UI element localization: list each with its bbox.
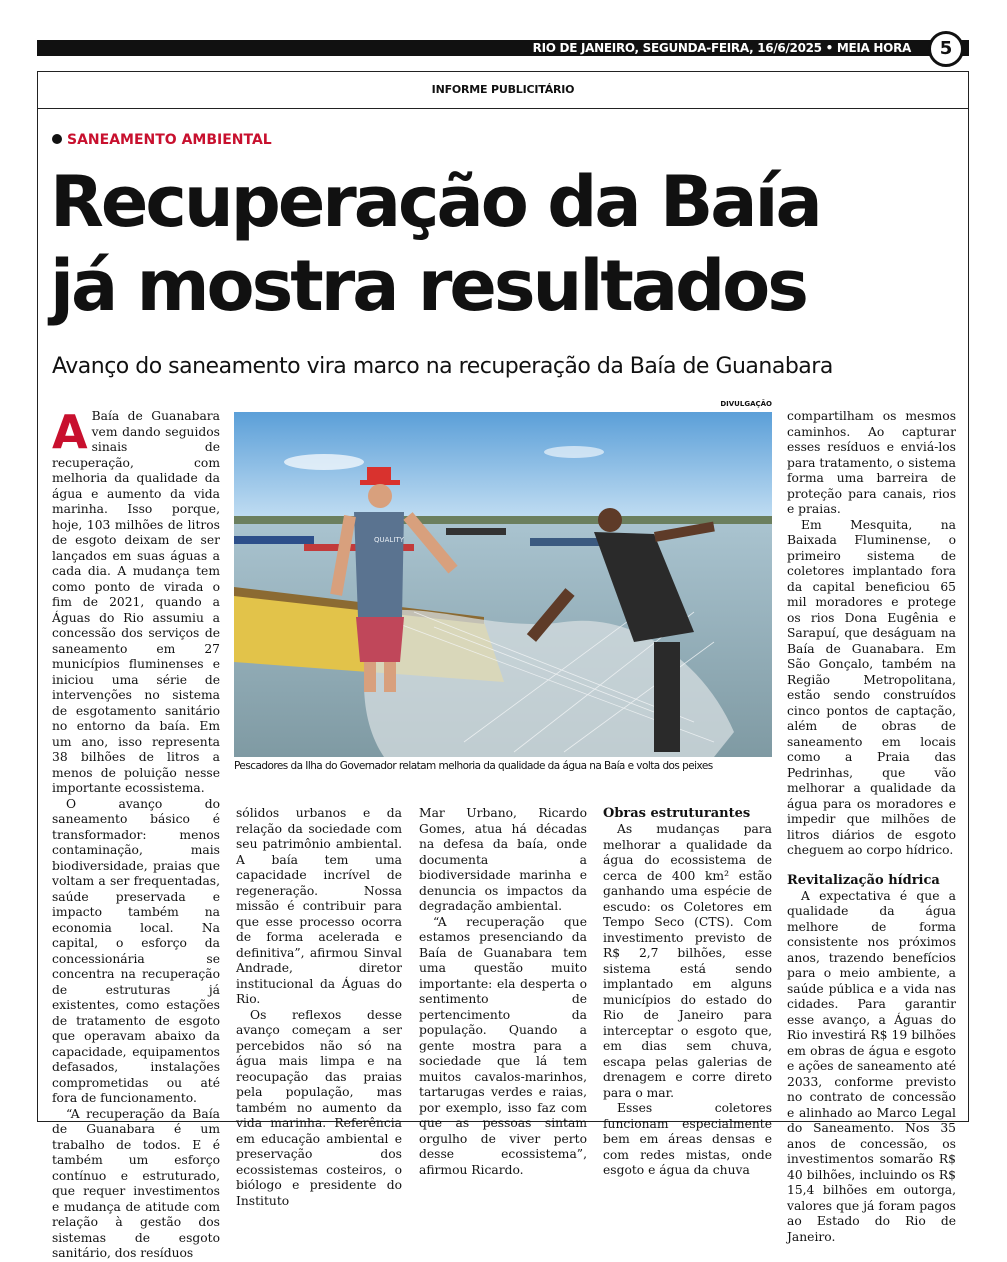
subtitle: Avanço do saneamento vira marco na recuperação da Baía de Guanabara — [52, 354, 833, 379]
section-tag — [52, 130, 272, 150]
headline — [50, 160, 960, 328]
column-1 — [52, 405, 220, 1260]
photo-caption: Pescadores da Ilha do Governador relatam melhoria da qualidade da água na Baía e volta dos peixes — [234, 760, 713, 772]
page-number: 5 — [928, 31, 964, 67]
dateline: RIO DE JANEIRO, SEGUNDA-FEIRA, 16/6/2025 • MEIA HORA — [532, 41, 911, 55]
subheading-obras: Obras estruturantes — [603, 806, 751, 821]
column-3 — [419, 806, 587, 1177]
paragraph: Em Mesquita, na Baixada Fluminense, o primeiro sistema de coletores implantado fora da capital beneficiou 65 mil moradores e protege os rios Dona Eugênia e Sarapuí, que deságuam na Baía de Guanabara. Em São Gonçalo, também na Região Metropolitana, estão sendo construídos cinco pontos de captação, além de obras de saneamento em locais como a Praia das Pedrinhas, que vão melhorar a qualidade da água para os moradores e impedir que milhões de litros diários de esgoto cheguem ao corpo hídrico. — [787, 517, 956, 857]
photo-illustration — [234, 412, 772, 757]
column-5 — [787, 409, 956, 1244]
headline-line-1: Recuperação da Baía — [50, 161, 820, 243]
bullet-icon — [52, 134, 62, 144]
dropcap: A — [52, 405, 88, 459]
paragraph: Mar Urbano, Ricardo Gomes, atua há décadas na defesa da baía, onde documenta a biodiversidade marinha e denuncia os impactos da degradação ambiental. — [419, 806, 587, 913]
paragraph: “A recuperação que estamos presenciando da Baía de Guanabara tem uma questão muito importante: ela desperta o sentimento de pertencimento da população. Quando a gente mostra para a sociedade que lá tem muitos cavalos-marinhos, tartarugas verdes e raias, por exemplo, isso faz com que as pessoas sintam orgulho de viver perto desse ecossistema”, afirmou Ricardo. — [419, 914, 587, 1177]
top-bar — [37, 40, 969, 56]
paragraph: sólidos urbanos e da relação da sociedade com seu patrimônio ambiental. A baía tem uma capacidade incrível de regeneração. Nossa missão é contribuir para que esse processo ocorra de forma acelerada e definitiva”, afirmou Sinval Andrade, diretor institucional da Águas do Rio. — [236, 806, 402, 1006]
paragraph: As mudanças para melhorar a qualidade da água do ecossistema de cerca de 400 km² estão ganhando uma espécie de escudo: os Coletores em Tempo Seco (CTS). Com investimento previsto de R$ 2,7 bilhões, esse sistema está sendo implantado em alguns municípios do estado do Rio de Janeiro para interceptar o esgoto que, em dias sem chuva, escapa pelas galerias de drenagem e corre direto para o mar. — [603, 822, 772, 1100]
paragraph: A expectativa é que a qualidade da água melhore de forma consistente nos próximos anos, trazendo benefícios para o meio ambiente, a saúde pública e a vida nas cidades. Para garantir esse avanço, a Águas do Rio investirá R$ 19 bilhões em obras de água e esgoto e ações de saneamento até 2033, conforme previsto no contrato de concessão e alinhado ao Marco Legal do Saneamento. Nos 35 anos de concessão, os investimentos somarão R$ 40 bilhões, incluindo os R$ 15,4 bilhões em outorga, valores que já foram pagos ao Estado do Rio de Janeiro. — [787, 888, 956, 1244]
paragraph: A Baía de Guanabara vem dando seguidos sinais de recuperação, com melhoria da qualidade da água e aumento da vida marinha. Isso porque, hoje, 103 milhões de litros de esgoto deixam de ser lançados em suas águas a cada dia. A mudança tem como ponto de virada o fim de 2021, quando a Águas do Rio assumiu a concessão dos serviços de saneamento em 27 municípios fluminenses e iniciou uma série de intervenções no sistema de esgotamento sanitário no entorno da baía. Em um ano, isso representa 38 bilhões de litros a menos de poluição nesse importante ecossistema. — [52, 405, 220, 795]
paragraph: Esses coletores funcionam especialmente bem em áreas densas e com redes mistas, onde esgoto e água da chuva — [603, 1101, 772, 1177]
column-4 — [603, 806, 772, 1177]
fishermen-photo — [234, 412, 772, 757]
section-label: SANEAMENTO AMBIENTAL — [67, 132, 272, 148]
column-2 — [236, 806, 402, 1208]
paragraph: Os reflexos desse avanço começam a ser percebidos não só na água mais limpa e na reocupação das praias pela população, mas também no aumento da vida marinha. Referência em educação ambiental e preservação dos ecossistemas costeiros, o biólogo e presidente do Instituto — [236, 1007, 402, 1208]
paragraph: “A recuperação da Baía de Guanabara é um trabalho de todos. E é também um esforço contínuo e estruturado, que requer investimentos e mudança de atitude com relação à gestão dos sistemas de esgoto sanitário, dos resíduos — [52, 1106, 220, 1260]
subheading-revitalizacao: Revitalização hídrica — [787, 872, 940, 888]
informe-publicitario-label: INFORME PUBLICITÁRIO — [38, 72, 968, 109]
paragraph: compartilham os mesmos caminhos. Ao capturar esses resíduos e enviá-los para tratamento, o sistema forma uma barreira de proteção para canais, rios e praias. — [787, 409, 956, 516]
paragraph: O avanço do saneamento básico é transformador: menos contaminação, mais biodiversidade, praias que voltam a ser frequentadas, saúde preservada e impacto também na economia local. Na capital, o esforço da concessionária se concentra na recuperação de estruturas já existentes, como estações de tratamento de esgoto que operavam abaixo da capacidade, equipamentos defasados, instalações comprometidas ou até fora de funcionamento. — [52, 796, 220, 1105]
headline-line-2: já mostra resultados — [50, 245, 806, 327]
photo-credit: DIVULGAÇÃO — [720, 400, 772, 408]
shirt-print-text: QUALITY — [374, 536, 404, 544]
